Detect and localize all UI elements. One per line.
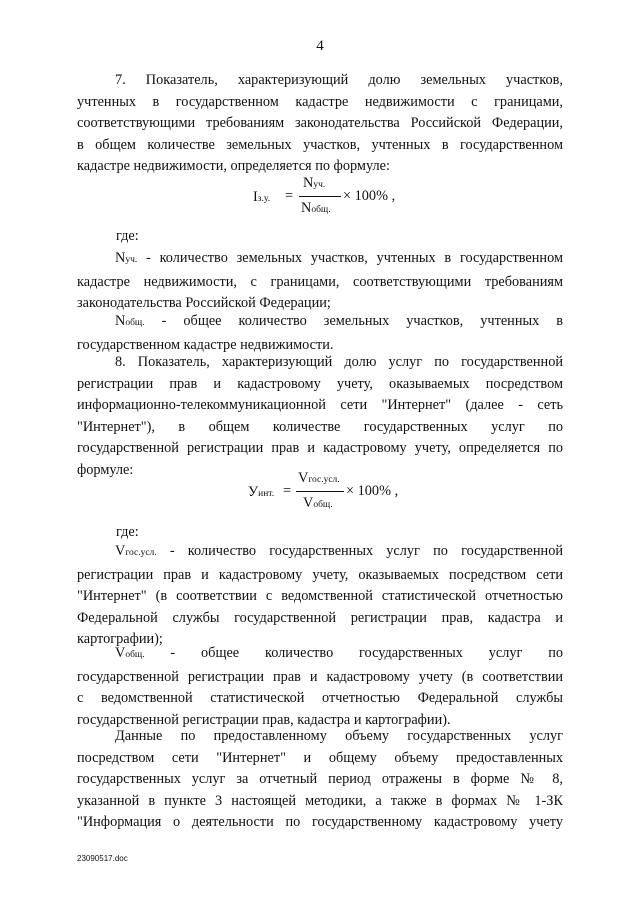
page-number: 4: [316, 38, 324, 54]
text-line: соответствующими требованиям законодательства Российской Федерации,: [77, 115, 563, 132]
text-line: государственном кадастре недвижимости.: [77, 336, 334, 353]
text-line: с ведомственной статистической отчетностью Федеральной службы: [77, 690, 563, 707]
formula-lhs: Уинт.: [248, 484, 275, 500]
text-line: кадастре недвижимости, определяется по формуле:: [77, 158, 390, 175]
paragraph-8: [77, 352, 563, 482]
text-line: государственных услуг за отчетный период отражены в форме № 8,: [77, 771, 563, 788]
text-line: "Интернет"), в общем количестве государственных услуг по: [77, 418, 563, 435]
text-line: "Интернет" (в соответствии с ведомственной статистической отчетностью: [77, 588, 563, 605]
text-line: Nуч. - количество земельных участков, учтенных в государственном: [115, 250, 563, 266]
formula-equals: =: [285, 188, 294, 204]
formula-lhs: Iз.у.: [253, 189, 271, 205]
text-line: государственной регистрации прав и кадастровому учету (в соответствии: [77, 668, 563, 685]
formula-equals: =: [283, 483, 292, 499]
text-line: формуле:: [77, 461, 134, 478]
text-line: в общем количестве земельных участков, учтенных в государственном: [77, 136, 563, 153]
text-line: "Информация о деятельности по государственному кадастровому учету: [77, 814, 563, 831]
paragraph-data: [77, 726, 563, 834]
text-line: законодательства Российской Федерации;: [77, 295, 331, 312]
definition-v-obsh: [77, 643, 563, 731]
definition-v-gos: [77, 541, 563, 651]
formula-percent: × 100% ,: [343, 188, 396, 204]
where-label: где:: [116, 524, 139, 540]
text-line: государственной регистрации прав и кадастровому учету, определяется по: [77, 440, 563, 457]
text-line: 8. Показатель, характеризующий долю услуг по государственной: [115, 354, 563, 370]
text-line: Vобщ. - общее количество государственных услуг по: [115, 645, 563, 661]
formula-denominator: Nобщ.: [301, 200, 331, 216]
text-line: регистрации прав и кадастровому учету, оказываемых посредством сети: [77, 566, 563, 583]
formula-percent: × 100% ,: [346, 483, 399, 499]
text-line: регистрации прав и кадастровому учету, оказываемых посредством: [77, 375, 563, 392]
text-line: 7. Показатель, характеризующий долю земельных участков,: [115, 72, 563, 88]
symbol-n-obsh: Nобщ.: [115, 313, 145, 329]
text-line: учтенных в государственном кадастре недвижимости с границами,: [77, 93, 563, 110]
text-line: посредством сети "Интернет" и общему объему предоставленных: [77, 749, 563, 766]
symbol-v-gos: Vгос.усл.: [115, 543, 157, 559]
text-line: Данные по предоставленному объему государственных услуг: [115, 728, 563, 744]
formula-numerator: Vгос.усл.: [298, 470, 340, 486]
where-label: где:: [116, 228, 139, 244]
symbol-n-uch: Nуч.: [115, 250, 138, 266]
definition-n-uch: [77, 248, 563, 315]
footer-filename: 23090517.doc: [77, 854, 128, 863]
symbol-v-obsh: Vобщ.: [115, 645, 145, 661]
text-line: государственной регистрации прав, кадастра и картографии).: [77, 711, 451, 728]
text-line: картографии);: [77, 631, 163, 648]
text-line: Nобщ. - общее количество земельных участков, учтенных в: [115, 313, 563, 329]
definition-n-obsh: [77, 311, 563, 356]
text-line: указанной в пункте 3 настоящей методики, а также в формах № 1-ЗК: [77, 792, 563, 809]
formula-denominator: Vобщ.: [303, 495, 333, 511]
text-line: информационно-телекоммуникационной сети "Интернет" (далее - сеть: [77, 397, 563, 414]
formula-internet-share: [248, 471, 408, 519]
text-line: кадастре недвижимости, с границами, соответствующими требованиям: [77, 273, 563, 290]
formula-land-share: [253, 175, 396, 224]
text-line: Vгос.усл. - количество государственных услуг по государственной: [115, 543, 563, 559]
fraction-bar: [299, 196, 341, 197]
formula-numerator: Nуч.: [303, 175, 326, 191]
text-line: Федеральной службы государственной регистрации прав, кадастра и: [77, 609, 563, 626]
fraction-bar: [296, 491, 344, 492]
paragraph-7: [77, 70, 563, 178]
